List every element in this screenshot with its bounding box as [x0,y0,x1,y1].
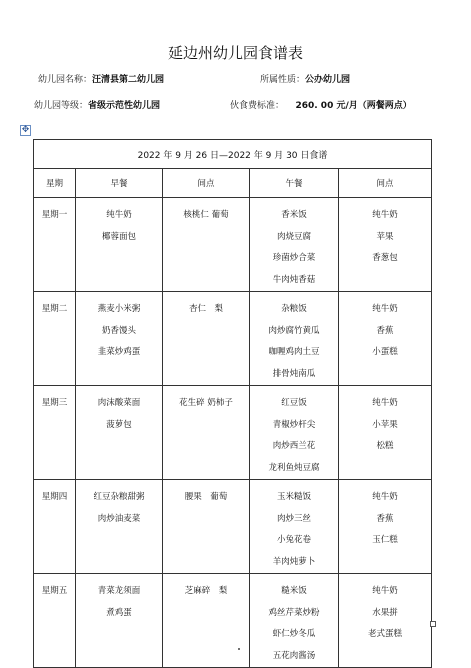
breakfast-item: 青菜龙须面 [97,586,141,596]
date-range-row [34,140,432,169]
snack-2-item: 纯牛奶 [372,586,398,596]
lunch-item: 小兔花卷 [276,535,311,545]
nature-field [260,72,350,85]
lunch-item: 羊肉炖萝卜 [272,556,316,567]
breakfast-cell [76,198,163,292]
lunch-cell [250,292,339,386]
page-title: 延边州幼儿园食谱表 [167,44,303,62]
header-breakfast: 早餐 [76,169,163,198]
snack-2-item: 纯牛奶 [372,492,398,502]
snack-1-cell [163,386,250,480]
breakfast-item: 奶香馒头 [101,325,136,336]
weekday-label: 星期二 [41,304,68,314]
header-lunch: 午餐 [250,169,339,198]
snack-1-item: 杏仁 梨 [188,304,223,314]
lunch-item: 咖喱鸡肉土豆 [268,347,320,357]
lunch-item: 香米饭 [281,210,307,220]
weekday-label: 星期三 [41,398,68,408]
breakfast-item: 椰蓉面包 [101,231,136,242]
weekday-cell [34,292,76,386]
lunch-item: 青椒炒杆尖 [272,419,316,430]
kindergarten-name-label: 幼儿园名称： [38,75,93,85]
snack-2-item: 苹果 [376,231,394,242]
lunch-item: 虾仁炒冬瓜 [272,629,316,639]
snack-2-item: 纯牛奶 [372,398,398,408]
lunch-item: 糙米饭 [281,586,307,596]
lunch-cell [250,480,339,574]
lunch-item: 肉炒腐竹黄瓜 [268,325,320,336]
weekday-label: 星期五 [41,586,68,596]
breakfast-item: 纯牛奶 [106,210,132,220]
date-range: 2022 年 9 月 26 日—2022 年 9 月 30 日食谱 [34,140,432,169]
lunch-item: 肉烧豆腐 [276,231,311,242]
snack-2-item: 香蕉 [376,325,394,336]
page-marker [238,648,240,650]
lunch-item: 肉炒西兰花 [272,441,316,451]
grade-value: 省级示范性幼儿园 [88,101,161,111]
breakfast-cell [76,292,163,386]
snack-1-cell [163,480,250,574]
lunch-item: 牛肉炖香菇 [272,274,316,285]
snack-2-cell [339,198,432,292]
lunch-item: 杂粮饭 [281,304,307,314]
header-snack-2: 间点 [339,169,432,198]
breakfast-cell [76,480,163,574]
lunch-item: 五花肉酱汤 [272,650,316,661]
snack-2-item: 香葱包 [372,253,398,263]
breakfast-item: 韭菜炒鸡蛋 [97,347,141,357]
snack-1-cell [163,574,250,668]
snack-2-item: 小蛋糕 [372,347,398,357]
kindergarten-name-value: 汪清县第二幼儿园 [92,75,165,85]
fee-value: 260. 00 元/月（两餐两点） [295,101,412,111]
table-resize-handle[interactable] [430,621,436,627]
table-row [34,480,432,574]
snack-2-cell [339,292,432,386]
snack-1-item: 腰果 葡萄 [184,492,228,502]
table-row [34,386,432,480]
table-row [34,292,432,386]
breakfast-cell [76,574,163,668]
breakfast-item: 燕麦小米粥 [97,304,141,314]
breakfast-item: 肉炒油麦菜 [97,513,141,524]
table-move-handle-icon[interactable]: ✥ [21,125,30,135]
snack-2-cell [339,386,432,480]
fee-field [230,98,412,111]
grade-label: 幼儿园等级： [34,101,89,111]
breakfast-item: 菠萝包 [106,419,132,430]
weekday-label: 星期四 [41,492,68,502]
breakfast-item: 红豆杂粮甜粥 [93,492,145,502]
grade-field [34,98,160,111]
weekday-label: 星期一 [41,210,68,220]
breakfast-item: 肉沫酸菜面 [97,398,141,408]
snack-1-item: 芝麻碎 梨 [184,586,228,596]
snack-2-cell [339,480,432,574]
snack-1-cell [163,198,250,292]
snack-1-item: 核桃仁 葡萄 [183,210,229,220]
kindergarten-name-field [38,72,164,85]
snack-2-item: 老式蛋糕 [367,629,402,639]
weekday-cell [34,480,76,574]
table-row [34,574,432,668]
lunch-item: 玉米糙饭 [276,492,311,502]
snack-2-cell [339,574,432,668]
lunch-cell [250,198,339,292]
breakfast-item: 煮鸡蛋 [106,607,132,618]
table-row [34,198,432,292]
fee-label: 伙食费标准： [230,101,285,111]
snack-2-item: 纯牛奶 [372,210,398,220]
snack-1-cell [163,292,250,386]
header-weekday: 星期 [34,169,76,198]
lunch-item: 肉炒三丝 [276,513,311,524]
snack-2-item: 水果拼 [372,607,398,618]
snack-1-item: 花生碎 奶柿子 [179,398,233,408]
lunch-item: 珍菌炒合菜 [272,253,316,263]
snack-2-item: 香蕉 [376,513,394,524]
nature-label: 所属性质： [260,75,306,85]
snack-2-item: 纯牛奶 [372,304,398,314]
snack-2-item: 玉仁糕 [372,535,398,545]
snack-2-item: 小苹果 [372,419,398,430]
lunch-item: 龙利鱼炖豆腐 [268,462,320,473]
lunch-cell [250,386,339,480]
lunch-item: 红豆饭 [281,398,307,408]
header-snack-1: 间点 [163,169,250,198]
weekday-cell [34,386,76,480]
snack-2-item: 松糕 [376,441,394,451]
lunch-cell [250,574,339,668]
weekday-cell [34,198,76,292]
header-row [34,169,432,198]
lunch-item: 鸡丝芹菜炒粉 [268,607,320,618]
lunch-item: 排骨炖南瓜 [272,368,316,379]
weekday-cell [34,574,76,668]
nature-value: 公办幼儿园 [305,75,351,85]
breakfast-cell [76,386,163,480]
menu-table [33,139,432,668]
